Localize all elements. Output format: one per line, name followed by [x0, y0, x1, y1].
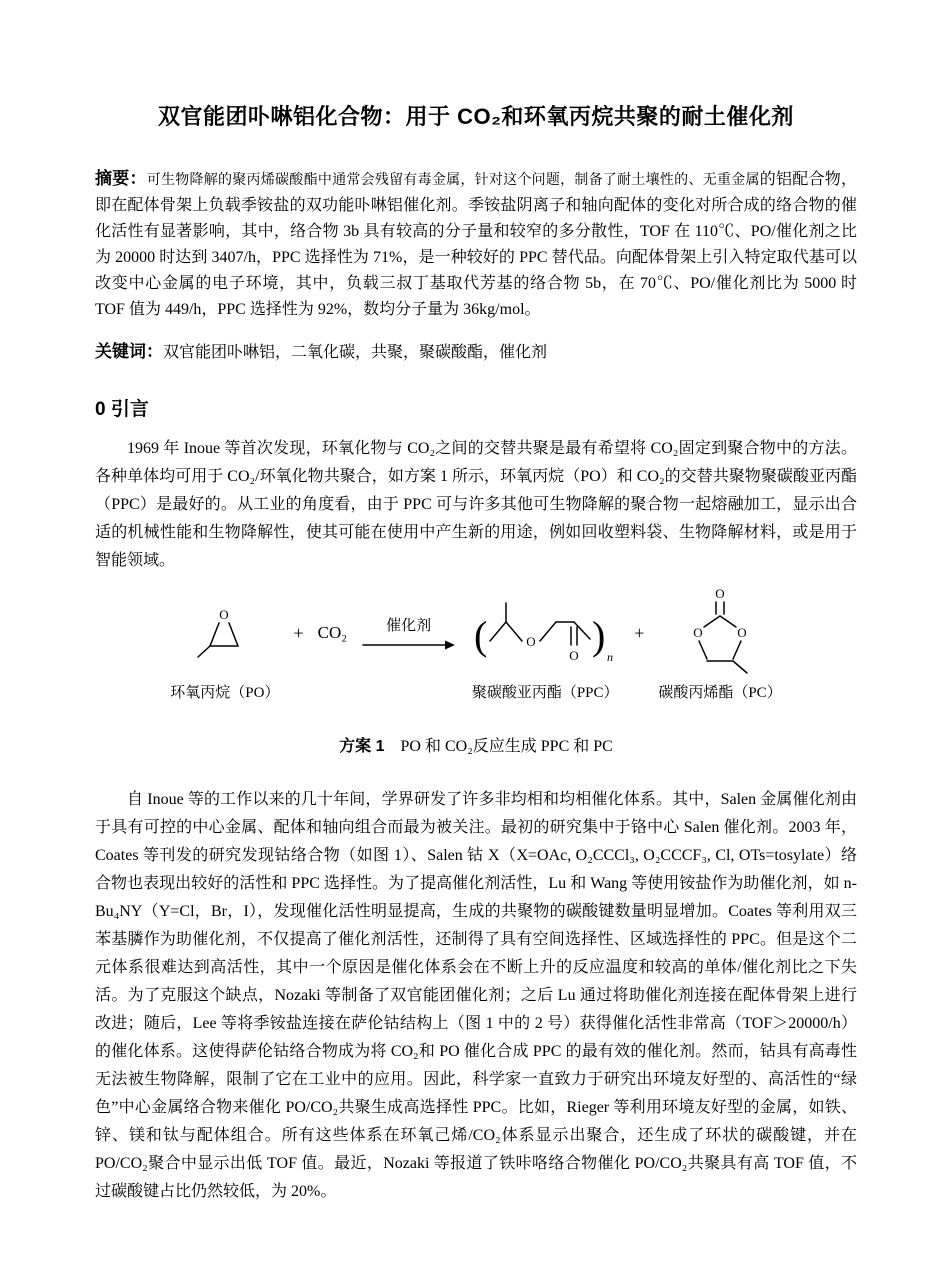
co2-formula: CO₂ — [317, 623, 348, 643]
intro-paragraph-2: 自 Inoue 等的工作以来的几十年间，学界研发了许多非均相和均相催化体系。其中，Salen 金属催化剂由于具有可控的中心金属、配体和轴向组合而最为被关注。最初的研究集中于铬中心 Salen 催化剂。2003 年，Coates 等刊发的研究发现钴络合物（如图 1）、Salen 钴 X（X=OAc, O₂CCCl₃, O₂CCCF₃, Cl, OTs=tosylate）络合物也表现出较好的活性和 PPC 选择性。为了提高催化剂活性，Lu 和 Wang 等使用铵盐作为助催化剂，如 n-Bu₄NY（Y=Cl，Br，I），发现催化活性明显提高，生成的共聚物的碳酸键数量明显增加。Coates 等利用双三苯基膦作为助催化剂，不仅提高了催化剂活性，还制得了具有空间选择性、区域选择性的 PPC。但是这个二元体系很难达到高活性，其中一个原因是催化体系会在不断上升的反应温度和较高的单体/催化剂比之下失活。为了克服这个缺点，Nozaki 等制备了双官能团催化剂；之后 Lu 通过将助催化剂连接在配体骨架上进行改进；随后，Lee 等将季铵盐连接在萨伦钴结构上（图 1 中的 2 号）获得催化活性非常高（TOF＞20000/h）的催化体系。这使得萨伦钴络合物成为将 CO₂和 PO 催化合成 PPC 的最有效的催化剂。然而，钴具有高毒性无法被生物降解，限制了它在工业中的应用。因此，科学家一直致力于研究出环境友好型的、高活性的“绿色”中心金属络合物来催化 PO/CO₂共聚生成高选择性 PPC。比如，Rieger 等利用环境友好型的金属，如铁、锌、镁和钛与配体组合。所有这些体系在环氧己烯/CO₂体系显示出聚合，还生成了环状的碳酸键，并在 PO/CO₂聚合中显示出低 TOF 值。最近，Nozaki 等报道了铁咔咯络合物催化 PO/CO₂共聚具有高 TOF 值，不过碳酸键占比仍然较低，为 20%。 — [95, 791, 857, 1201]
scheme-caption-label: 方案 1 — [339, 738, 385, 756]
left-bracket: ( — [474, 613, 488, 659]
ppc-structure-drawing — [470, 589, 620, 677]
plus-column-2 — [634, 585, 644, 705]
co2-column — [318, 585, 348, 705]
epoxide-structure-drawing — [194, 604, 256, 662]
keywords-label: 关键词： — [95, 342, 163, 362]
right-bracket: ) — [592, 613, 606, 659]
arrow-column — [361, 585, 456, 705]
intro-paragraph-1: 1969 年 Inoue 等首次发现，环氧化物与 CO₂之间的交替共聚是最有希望将 CO₂固定到聚合物中的方法。各种单体均可用于 CO₂/环氧化物共聚合，如方案 1 所示，环氧丙烷（PO）和 CO₂的交替共聚物聚碳酸亚丙酯（PPC）是最好的。从工业的角度看，由于 PPC 可与许多其他可生物降解的聚合物一起熔融加工，显示出合适的机械性能和生物降解性，使其可能在使用中产生新的用途，例如回收塑料袋、生物降解材料，或是用于智能领域。 — [95, 440, 857, 570]
plus-sign: + — [293, 622, 304, 643]
keywords-line — [95, 338, 857, 366]
pc-structure-drawing — [674, 585, 766, 681]
catalyst-label: 催化剂 — [386, 618, 432, 635]
keywords-text: 双官能团卟啉铝，二氧化碳，共聚，聚碳酸酯，催化剂 — [163, 344, 548, 362]
reaction-arrow-icon — [361, 638, 456, 652]
po-label: 环氧丙烷（PO） — [170, 685, 280, 702]
abstract-paragraph — [95, 165, 857, 322]
abstract-label: 摘要： — [95, 169, 147, 188]
abstract-text-lead: 可生物降解的聚丙烯碳酸酯中通常会残留有毒金属，针对这个问题，制备了耐土壤性的、无重金属 — [146, 173, 760, 188]
ppc-label: 聚碳酸亚丙酯（PPC） — [471, 685, 619, 702]
scheme-caption — [95, 733, 857, 756]
subscript-n: n — [607, 650, 614, 665]
reaction-scheme — [95, 585, 857, 705]
section-heading-introduction: 0 引言 — [95, 399, 149, 421]
scheme-caption-text: PO 和 CO₂反应生成 PPC 和 PC — [400, 738, 613, 756]
oxygen-atom-label: O — [219, 607, 229, 623]
structure-po-column — [170, 585, 279, 705]
abstract-text: 的铝配合物，即在配体骨架上负载季铵盐的双功能卟啉铝催化剂。季铵盐阴离子和轴向配体的变化对所合成的络合物的催化活性有显著影响，其中，络合物 3b 具有较高的分子量和较窄的多分散性，TOF 在 110℃、PO/催化剂之比为 20000 时达到 3407/h，PPC 选择性为 71%，是一种较好的 PPC 替代品。向配体骨架上引入特定取代基可以改变中心金属的电子环境，其中，负载三叔丁基取代芳基的络合物 5b，在 70℃、PO/催化剂比为 5000 时 TOF 值为 449/h，PPC 选择性为 92%，数均分子量为 36kg/mol。 — [95, 171, 857, 318]
ring-oxygen-label: O — [737, 625, 747, 641]
plus-sign: + — [634, 622, 645, 643]
pc-label: 碳酸丙烯酯（PC） — [658, 685, 782, 702]
carbonyl-oxygen-label: O — [569, 648, 579, 664]
carbonyl-oxygen-label: O — [715, 586, 725, 602]
ring-oxygen-label: O — [693, 625, 703, 641]
structure-ppc-column — [470, 585, 620, 705]
paper-title: 双官能团卟啉铝化合物：用于 CO₂和环氧丙烷共聚的耐土催化剂 — [158, 104, 794, 129]
ppc-structure — [470, 585, 620, 681]
structure-pc-column — [658, 585, 781, 705]
plus-column-1 — [293, 585, 303, 705]
oxygen-atom-label: O — [526, 634, 536, 650]
epoxide-structure — [170, 585, 279, 681]
pc-structure — [658, 585, 781, 681]
